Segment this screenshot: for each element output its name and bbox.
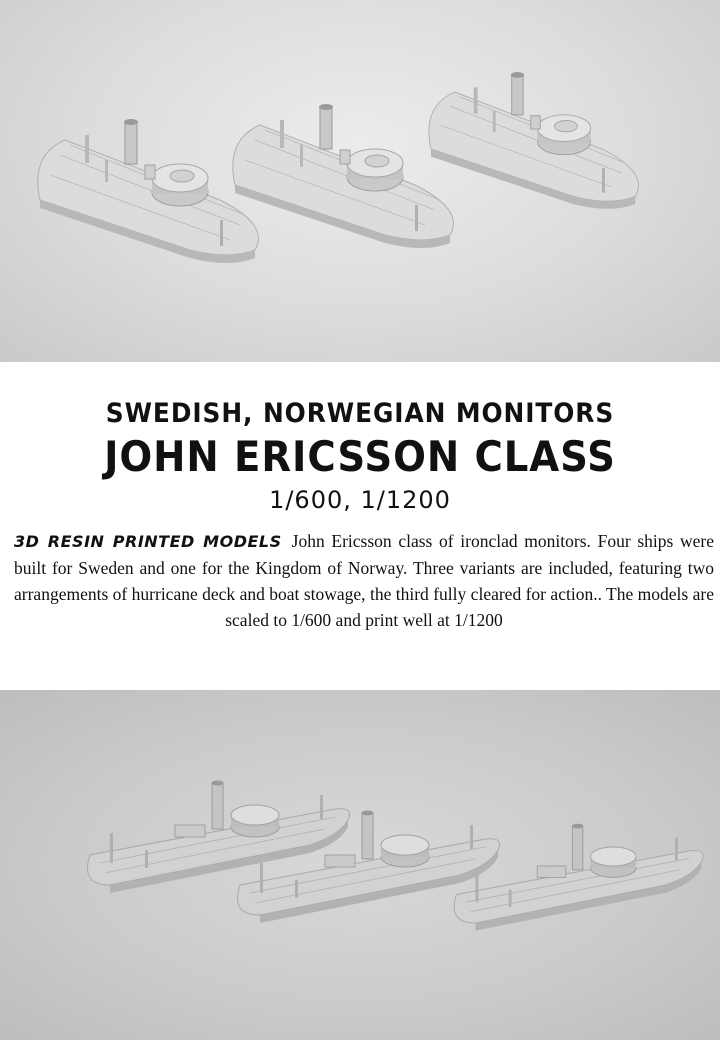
description-body: John Ericsson class of ironclad monitors. Four ships were built for Sweden and one for the Kingdom of Norway. Three variants are included, featuring two arrangements of hurricane deck and boat stowage, the third fully cleared for action.. The models are scaled to 1/600 and print well at 1/1200 <box>14 531 714 630</box>
scale-label: 1/600, 1/1200 <box>269 486 451 514</box>
bottom-render-image <box>0 690 720 1040</box>
description-text <box>14 528 714 633</box>
ship-model-3 <box>429 72 639 209</box>
ship-model-2 <box>233 104 454 248</box>
subtitle: SWEDISH, NORWEGIAN MONITORS <box>105 398 615 429</box>
page-title: JOHN ERICSSON CLASS <box>104 432 616 481</box>
description-lead: 3D RESIN PRINTED MODELS <box>14 532 282 551</box>
top-render-image <box>0 0 720 362</box>
product-description-panel <box>0 362 720 690</box>
ship-model-1 <box>38 119 259 263</box>
